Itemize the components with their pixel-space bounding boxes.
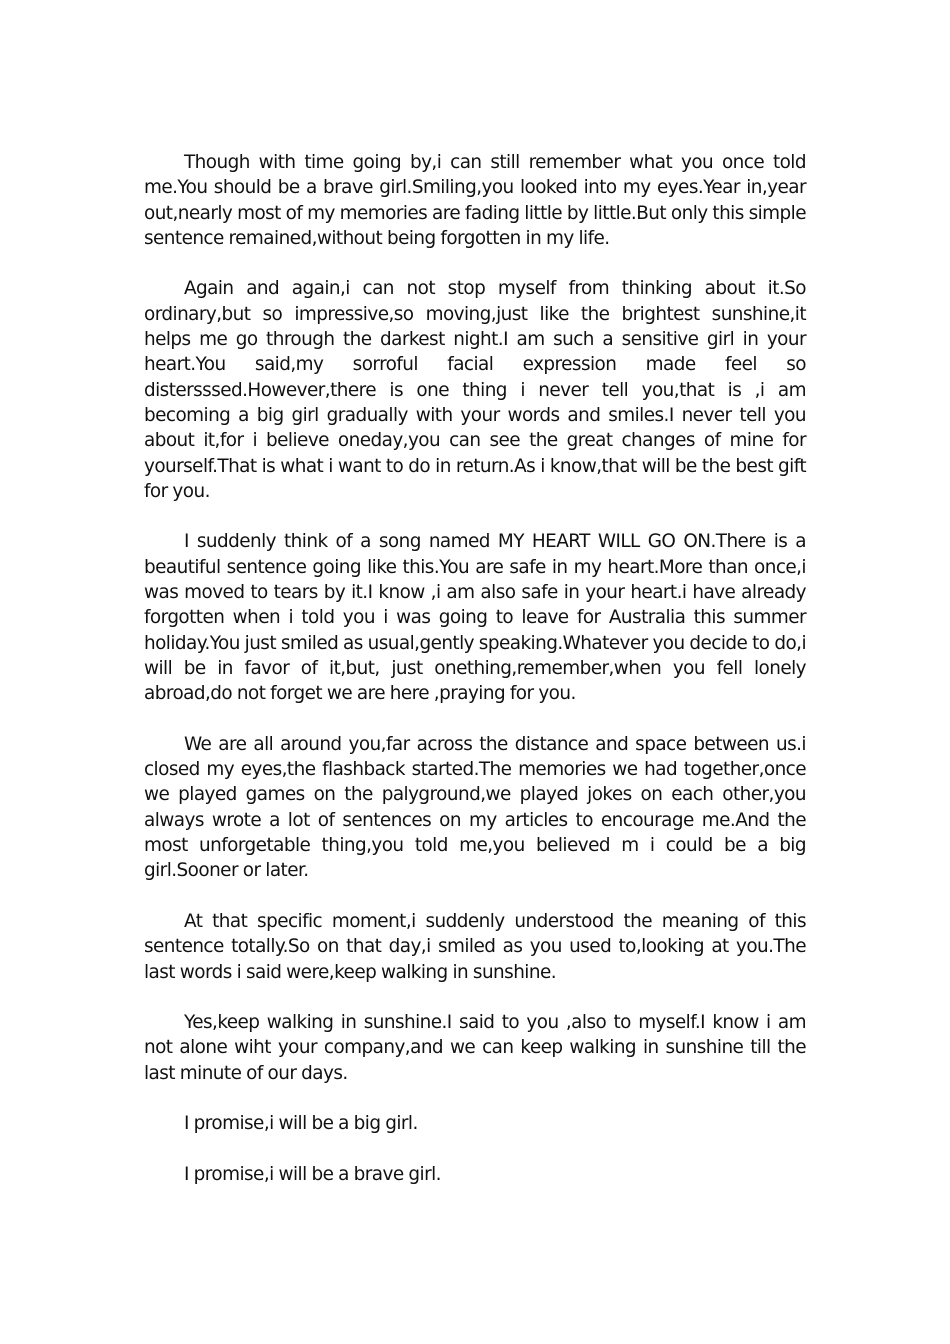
paragraph-5: At that specific moment,i suddenly understood the meaning of this sentence totally.So on that day,i smiled as you used to,looking at you.The last words i said were,keep walking in sunshine. (144, 910, 806, 983)
paragraph-3: I suddenly think of a song named MY HEART WILL GO ON.There is a beautiful sentence going like this.You are safe in my heart.More than once,i was moved to tears by it.I know ,i am also safe in your heart.i have already forgotten when i told you i was going to leave for Australia this summer holiday.You just smiled as usual,gently speaking.Whatever you decide to do,i will be in favor of it,but, just onething,remember,when you fell lonely abroad,do not forget we are here ,praying for you. (144, 531, 806, 705)
paragraph-4: We are all around you,far across the distance and space between us.i closed my eyes,the flashback started.The memories we had together,once we played games on the palyground,we played jokes on each other,you always wrote a lot of sentences on my articles to encourage me.And the most unforgetable thing,you told me,you believed m i could be a big girl.Sooner or later. (144, 733, 806, 882)
document-body (144, 150, 806, 1212)
paragraph-8: I promise,i will be a brave girl. (184, 1163, 441, 1185)
paragraph-6: Yes,keep walking in sunshine.I said to you ,also to myself.I know i am not alone wiht your company,and we can keep walking in sunshine till the last minute of our days. (144, 1012, 806, 1084)
paragraph-7: I promise,i will be a big girl. (184, 1113, 418, 1135)
paragraph-2: Again and again,i can not stop myself from thinking about it.So ordinary,but so impressive,so moving,just like the brightest sunshine,it helps me go through the darkest night.I am such a sensitive girl in your heart.You said,my sorroful facial expression made feel so distersssed.However,there is one thing i never tell you,that is ,i am becoming a big girl gradually with your words and smiles.I never tell you about it,for i believe oneday,you can see the great changes of mine for yourself.That is what i want to do in return.As i know,that will be the best gift for you. (144, 278, 806, 502)
paragraph-1: Though with time going by,i can still remember what you once told me.You should be a brave girl.Smiling,you looked into my eyes.Year in,year out,nearly most of my memories are fading little by little.But only this simple sentence remained,without being forgotten in my life. (144, 152, 806, 249)
